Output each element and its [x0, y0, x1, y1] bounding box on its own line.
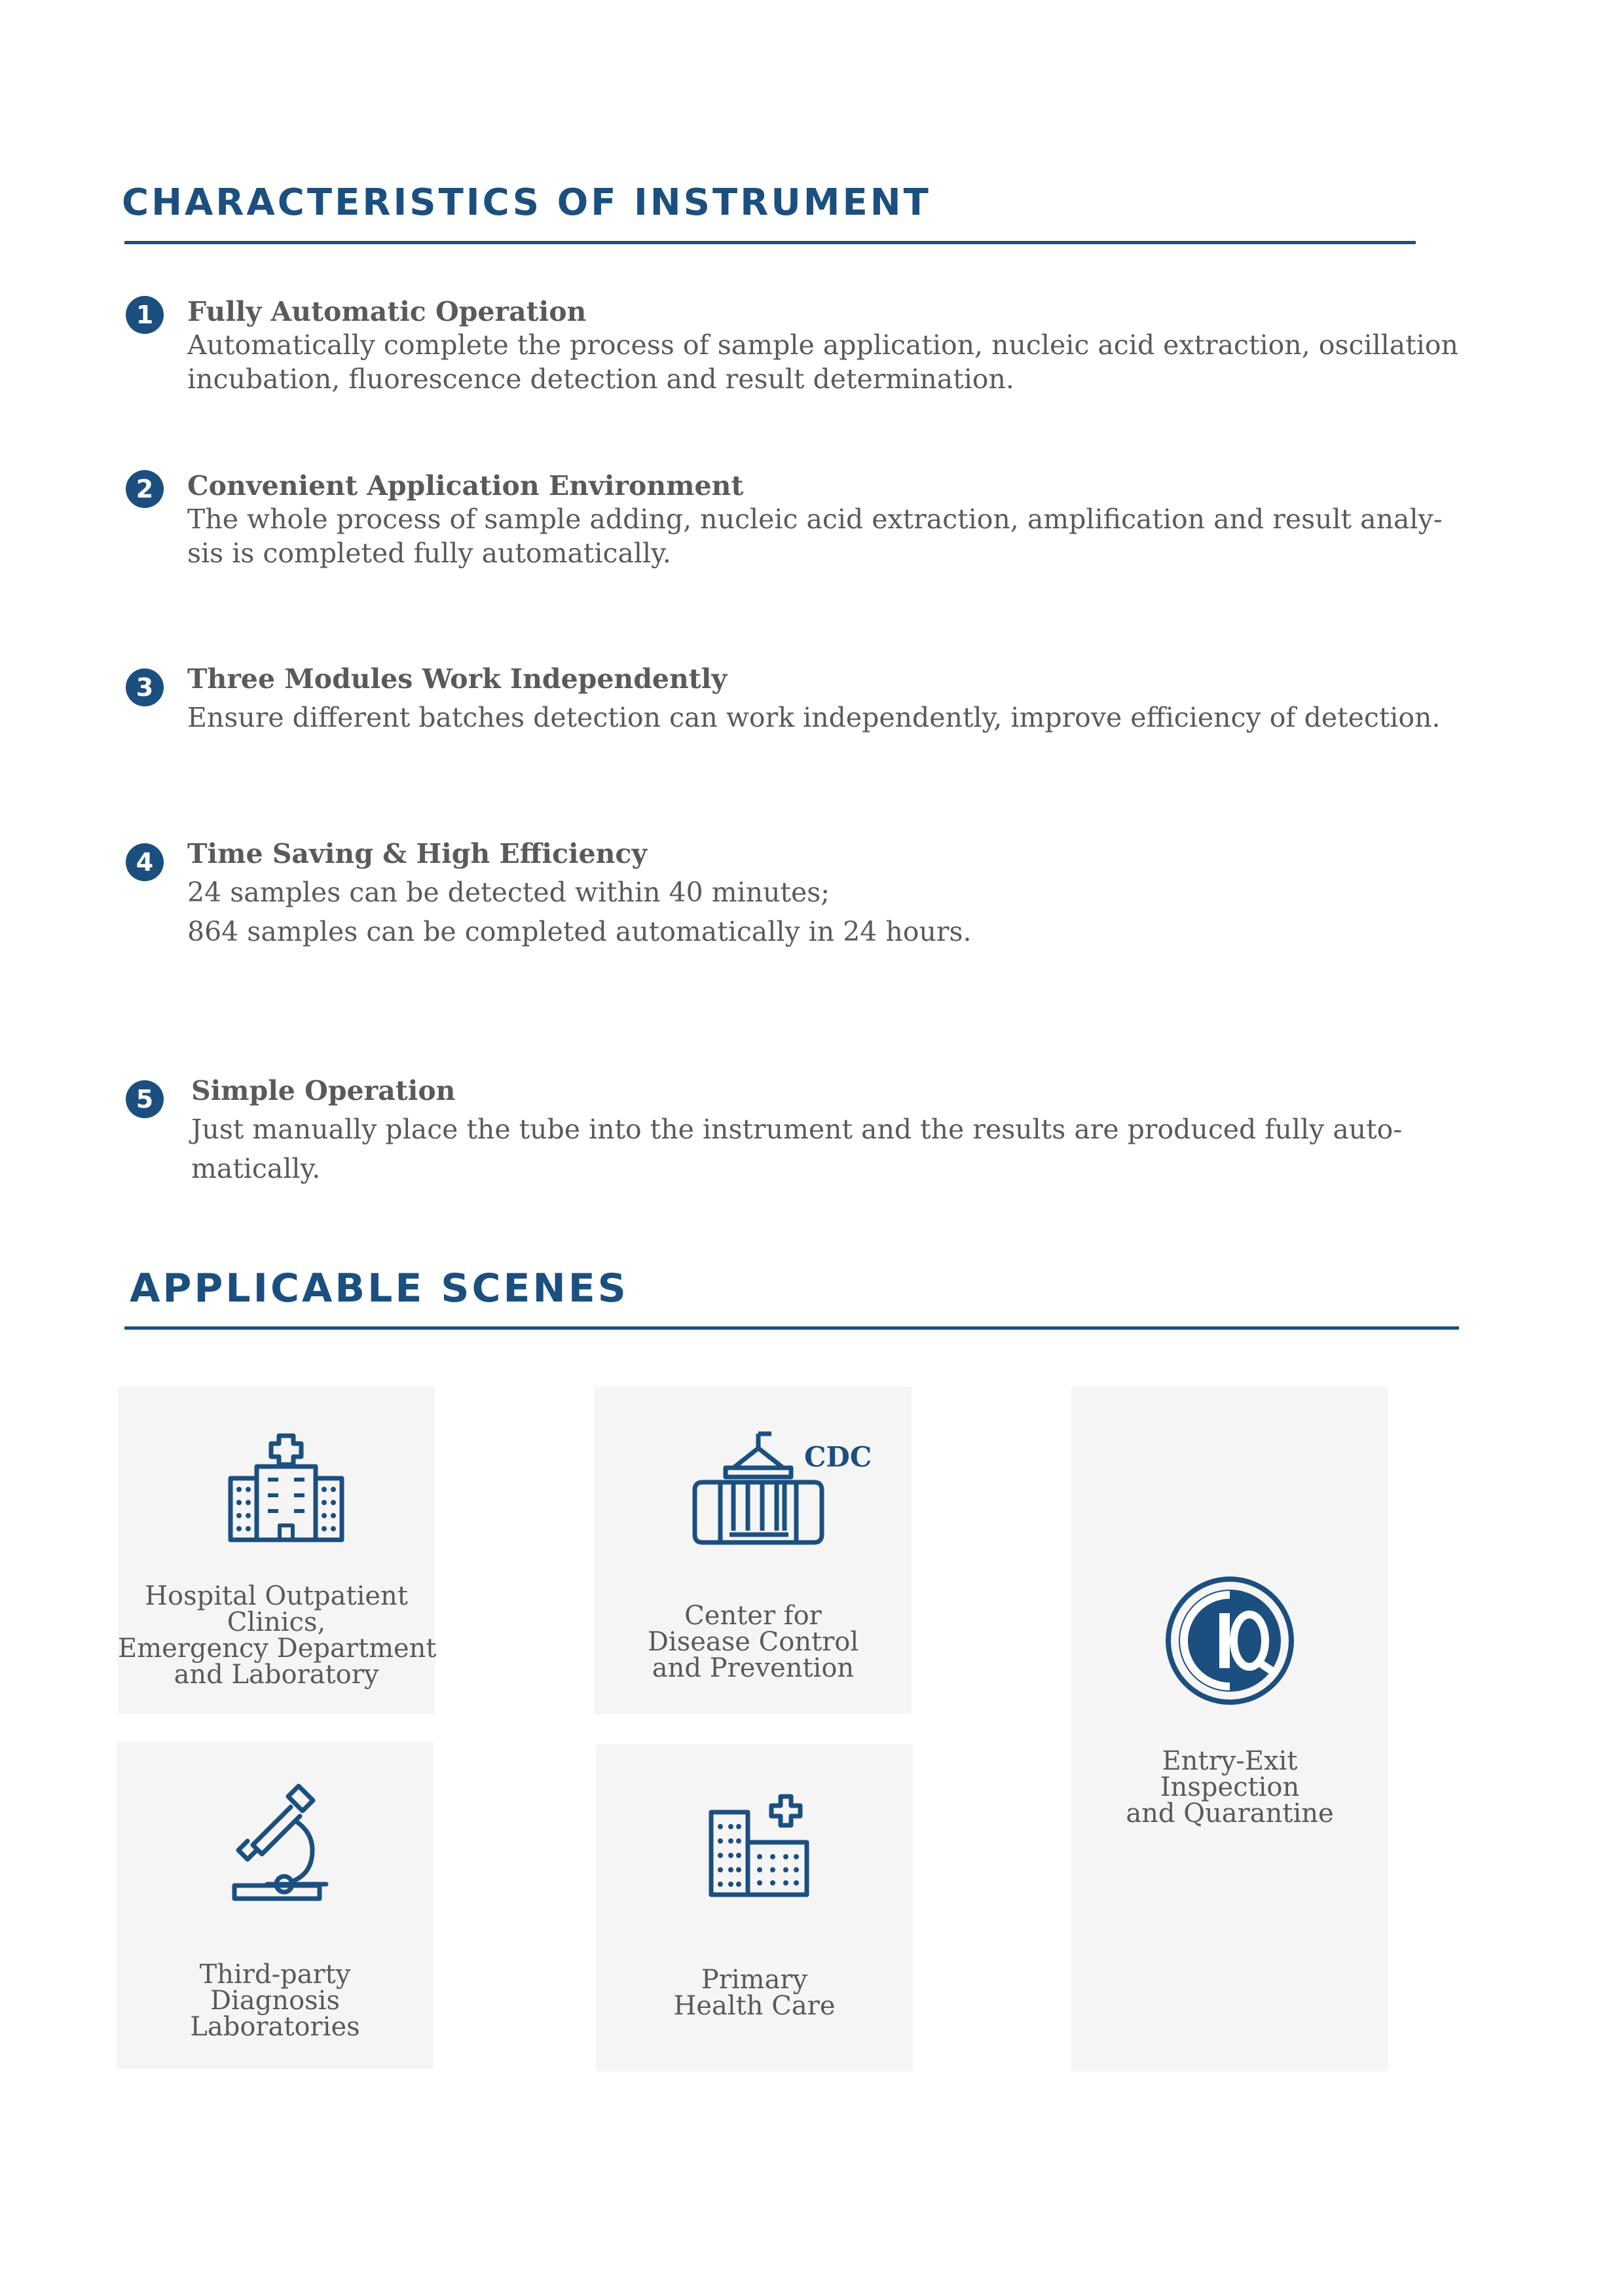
feature-title: Time Saving & High Efficiency	[187, 838, 648, 869]
scene-label: Laboratories	[190, 2012, 360, 2042]
scene-label: Emergency Department	[118, 1633, 437, 1664]
feature-description: incubation, fluorescence detection and result determination.	[187, 363, 1014, 395]
feature-description: Just manually place the tube into the instrument and the results are produced fully auto-	[191, 1114, 1403, 1146]
section-divider	[124, 241, 1416, 244]
scene-card-cdc	[595, 1387, 912, 1714]
number-badge: 5	[126, 1080, 164, 1118]
number-badge: 1	[126, 296, 164, 334]
section-heading-characteristics: CHARACTERISTICS OF INSTRUMENT	[122, 181, 931, 224]
feature-description: The whole process of sample adding, nucleic acid extraction, amplification and result analy-	[187, 503, 1443, 536]
feature-description: matically.	[191, 1153, 321, 1185]
feature-description: sis is completed fully automatically.	[187, 538, 671, 570]
feature-description: Ensure different batches detection can work independently, improve efficiency of detection.	[187, 702, 1441, 734]
scene-label: Third-party	[199, 1959, 351, 1990]
feature-title: Three Modules Work Independently	[187, 663, 728, 695]
hospital-icon	[227, 1434, 345, 1542]
number-badge: 2	[126, 470, 164, 508]
feature-title: Simple Operation	[191, 1075, 456, 1106]
feature-description: Automatically complete the process of sample application, nucleic acid extraction, oscillation	[187, 329, 1458, 361]
feature-description: 24 samples can be detected within 40 minutes;	[187, 877, 830, 909]
scene-card-ciq	[1071, 1387, 1388, 2071]
number-badge: 4	[126, 843, 164, 881]
clinic-building-icon	[707, 1794, 812, 1899]
cdc-icon-text: CDC	[804, 1441, 872, 1473]
scene-label: and Laboratory	[174, 1660, 379, 1690]
section-heading-scenes: APPLICABLE SCENES	[130, 1266, 629, 1311]
scene-label: Health Care	[673, 1991, 836, 2021]
scene-label: Hospital Outpatient	[145, 1581, 408, 1611]
cdc-building-icon	[693, 1431, 870, 1549]
ciq-logo-icon	[1164, 1575, 1295, 1706]
scene-card-hospital	[118, 1387, 435, 1714]
microscope-icon	[228, 1781, 326, 1905]
scene-card-primary-health-care	[596, 1744, 913, 2071]
scene-label: Disease Control	[647, 1627, 859, 1657]
scene-label: Primary	[701, 1965, 808, 1995]
scene-label: and Prevention	[652, 1653, 855, 1683]
feature-title: Convenient Application Environment	[187, 470, 744, 501]
scene-card-laboratory	[117, 1741, 434, 2069]
feature-title: Fully Automatic Operation	[187, 296, 587, 327]
section-divider	[124, 1326, 1459, 1330]
scene-label: Entry-Exit	[1162, 1746, 1298, 1776]
scene-label: and Quarantine	[1126, 1798, 1334, 1829]
scene-label: Inspection	[1160, 1772, 1300, 1802]
feature-description: 864 samples can be completed automatically in 24 hours.	[187, 916, 972, 948]
scene-label: Diagnosis	[210, 1986, 340, 2016]
number-badge: 3	[126, 668, 164, 706]
scene-label: Clinics,	[227, 1607, 326, 1637]
scene-label: Center for	[684, 1601, 822, 1631]
